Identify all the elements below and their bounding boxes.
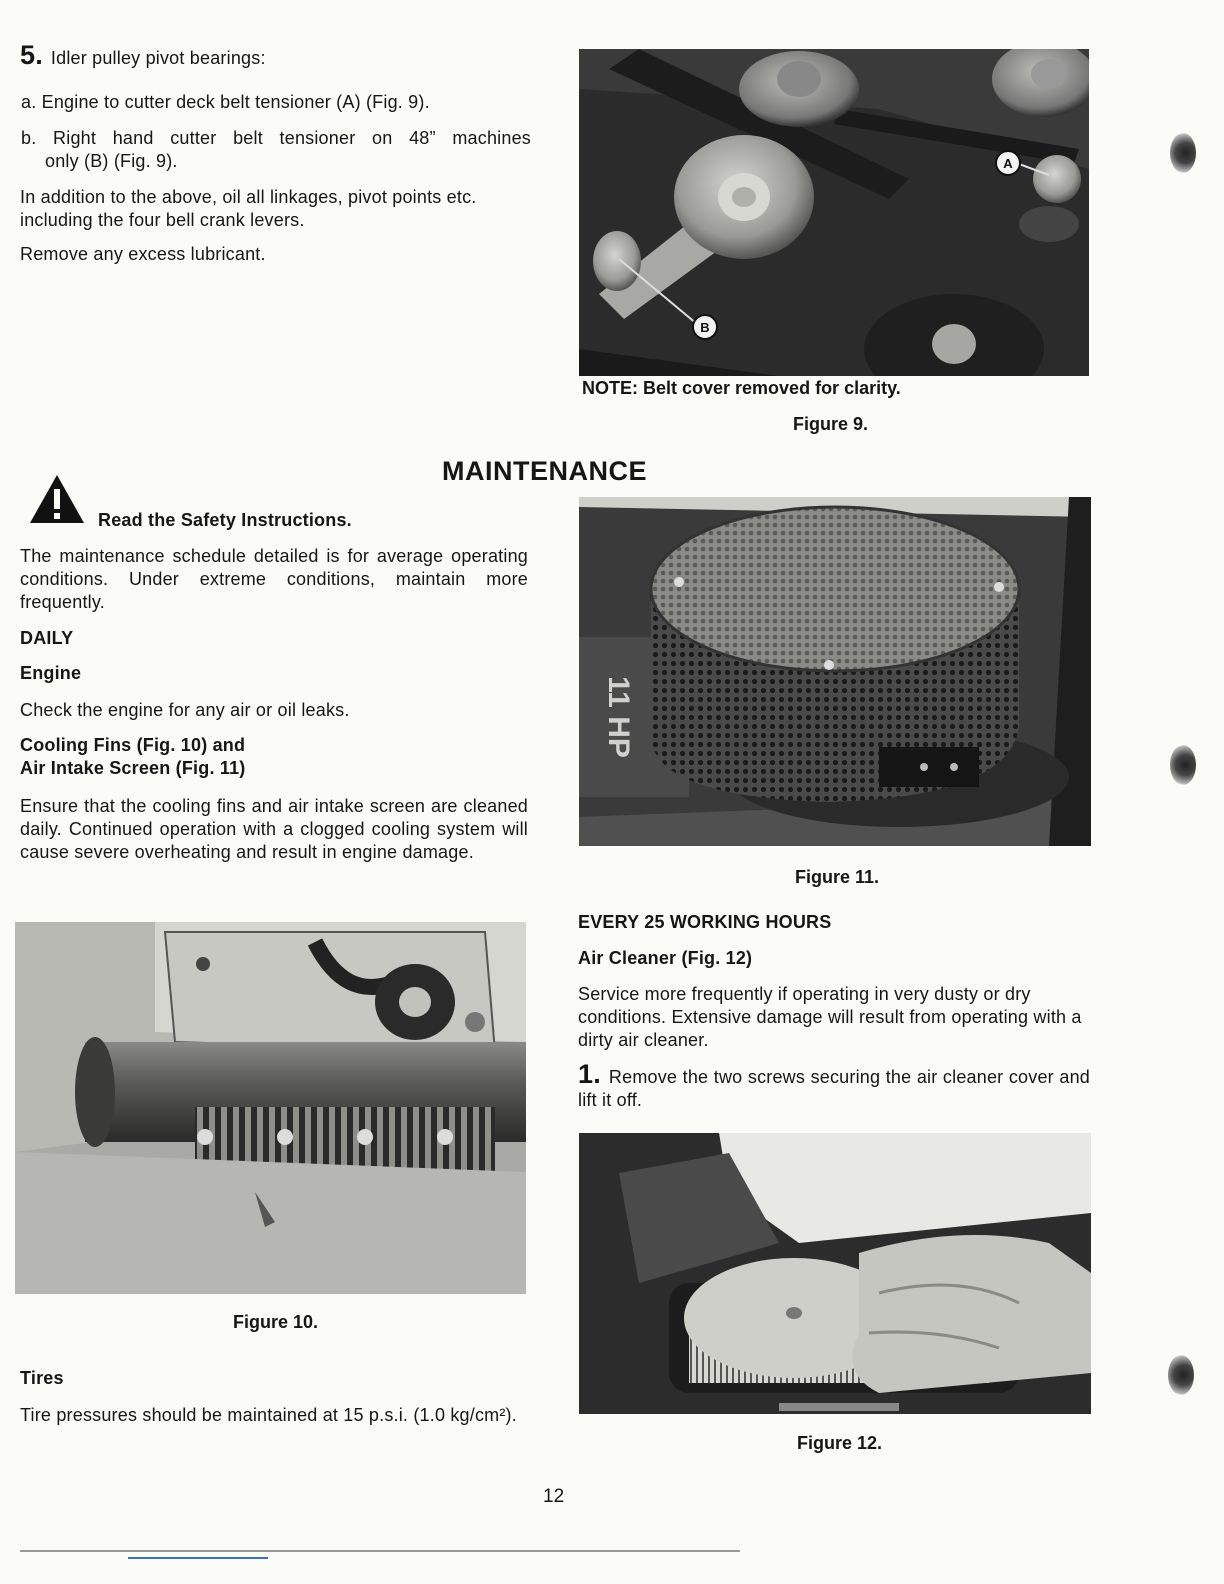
figure-12-caption: Figure 12.: [797, 1433, 883, 1453]
figure-9-label-b: B: [700, 320, 710, 335]
tires-text: Tire pressures should be maintained at 15 p.s.i. (1.0 kg/cm²).: [20, 1405, 517, 1425]
binder-hole: [1170, 133, 1196, 173]
binder-hole: [1170, 745, 1196, 785]
tires-heading: Tires: [20, 1368, 64, 1388]
safety-instructions: Read the Safety Instructions.: [98, 510, 352, 530]
warning-icon: [28, 473, 86, 525]
figure-11-photo: [579, 497, 1091, 846]
scan-edge-line: [20, 1550, 740, 1552]
cooling-heading: Cooling Fins (Fig. 10) and Air Intake Screen (Fig. 11): [20, 735, 246, 778]
cooling-text: Ensure that the cooling fins and air intake screen are cleaned daily. Continued operation with a clogged cooling system will cause severe overheating and result in engine damage.: [20, 796, 528, 862]
figure-11-caption: Figure 11.: [795, 867, 880, 887]
figure-12-photo: [579, 1133, 1091, 1414]
figure-10-photo: [15, 922, 526, 1294]
lubrication-addition: In addition to the above, oil all linkages, pivot points etc. including the four bell crank levers.: [20, 187, 477, 230]
maintenance-heading: MAINTENANCE: [442, 456, 647, 486]
maintenance-intro: The maintenance schedule detailed is for average operating conditions. Under extreme conditions, maintain more frequently.: [20, 546, 528, 612]
lubrication-step-5-title: 5. Idler pulley pivot bearings:: [20, 40, 266, 70]
engine-text: Check the engine for any air or oil leaks.: [20, 700, 350, 720]
air-cleaner-heading: Air Cleaner (Fig. 12): [578, 948, 753, 968]
figure-9-note: NOTE: Belt cover removed for clarity.: [582, 378, 901, 398]
engine-label: 11 HP: [602, 676, 635, 758]
daily-heading: DAILY: [20, 628, 74, 648]
page-number: 12: [543, 1486, 565, 1507]
figure-9-photo: [579, 49, 1089, 376]
lubrication-remove: Remove any excess lubricant.: [20, 244, 266, 264]
air-cleaner-text: Service more frequently if operating in very dusty or dry conditions. Extensive damage will result from operating with a dirty air cleaner.: [578, 984, 1082, 1050]
figure-9-label-a: A: [1003, 156, 1013, 171]
figure-9-caption: Figure 9.: [793, 414, 869, 434]
air-cleaner-step-1: 1. Remove the two screws securing the air cleaner cover and lift it off.: [578, 1059, 1090, 1110]
lubrication-item-a: a. Engine to cutter deck belt tensioner (A) (Fig. 9).: [21, 92, 430, 112]
binder-hole: [1168, 1355, 1194, 1395]
figure-10-caption: Figure 10.: [233, 1312, 319, 1332]
every-25-heading: EVERY 25 WORKING HOURS: [578, 912, 832, 932]
lubrication-item-b: b. Right hand cutter belt tensioner on 48” machines only (B) (Fig. 9).: [21, 128, 531, 171]
scan-edge-line: [128, 1557, 268, 1559]
engine-heading: Engine: [20, 663, 82, 683]
